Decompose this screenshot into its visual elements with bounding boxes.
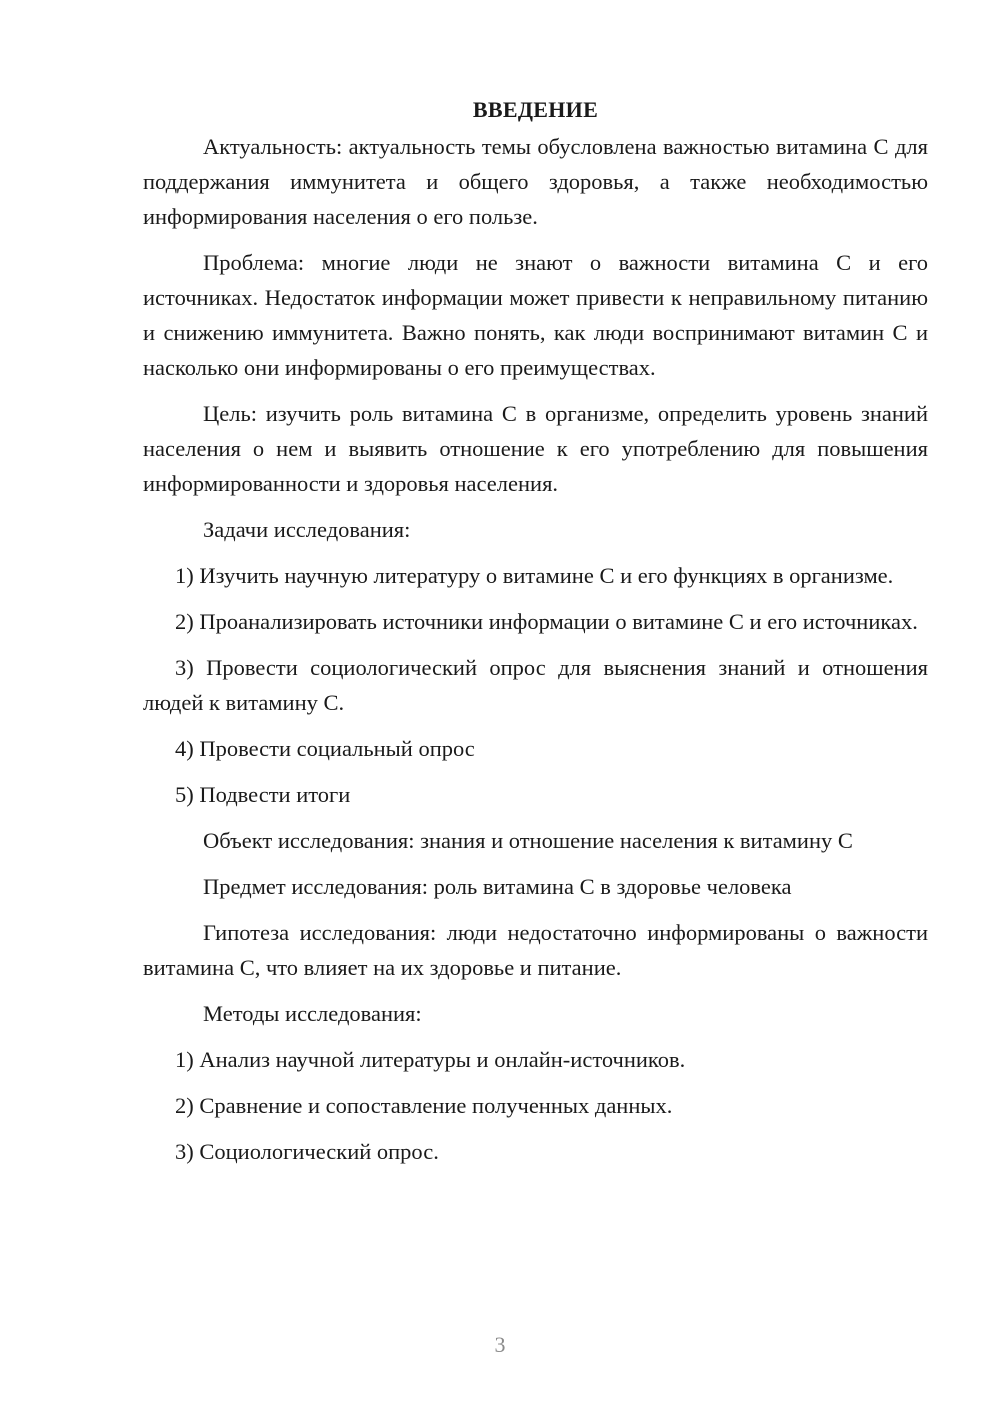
task-item: 5) Подвести итоги bbox=[175, 782, 351, 807]
page-number: 3 bbox=[494, 1332, 506, 1357]
problem-paragraph: Проблема: многие люди не знают о важности витамина С и его источниках. Недостаток информации может привести к неправильному питанию и снижению иммунитета. Важно понять, как люди воспринимают витамин С и насколько они информированы о его преимуществах. bbox=[143, 250, 928, 380]
hypothesis-paragraph: Гипотеза исследования: люди недостаточно информированы о важности витамина С, что влияет на их здоровье и питание. bbox=[143, 920, 928, 980]
method-item: 1) Анализ научной литературы и онлайн-источников. bbox=[175, 1047, 686, 1072]
relevance-paragraph: Актуальность: актуальность темы обусловлена важностью витамина С для поддержания иммунитета и общего здоровья, а также необходимостью информирования населения о его пользе. bbox=[143, 134, 928, 229]
section-title: ВВЕДЕНИЕ bbox=[472, 97, 599, 122]
page-content bbox=[143, 92, 928, 1180]
tasks-heading: Задачи исследования: bbox=[203, 517, 411, 542]
task-item: 2) Проанализировать источники информации о витамине С и его источниках. bbox=[175, 609, 918, 634]
task-item: 4) Провести социальный опрос bbox=[175, 736, 475, 761]
object-paragraph: Объект исследования: знания и отношение населения к витамину С bbox=[203, 828, 853, 853]
task-item: 3) Провести социологический опрос для выяснения знаний и отношения людей к витамину С. bbox=[143, 655, 928, 715]
task-item: 1) Изучить научную литературу о витамине С и его функциях в организме. bbox=[175, 563, 894, 588]
method-item: 3) Социологический опрос. bbox=[175, 1139, 439, 1164]
method-item: 2) Сравнение и сопоставление полученных данных. bbox=[175, 1093, 673, 1118]
methods-heading: Методы исследования: bbox=[203, 1001, 422, 1026]
goal-paragraph: Цель: изучить роль витамина С в организме, определить уровень знаний населения о нем и выявить отношение к его употреблению для повышения информированности и здоровья населения. bbox=[143, 401, 928, 496]
subject-paragraph: Предмет исследования: роль витамина С в здоровье человека bbox=[203, 874, 792, 899]
